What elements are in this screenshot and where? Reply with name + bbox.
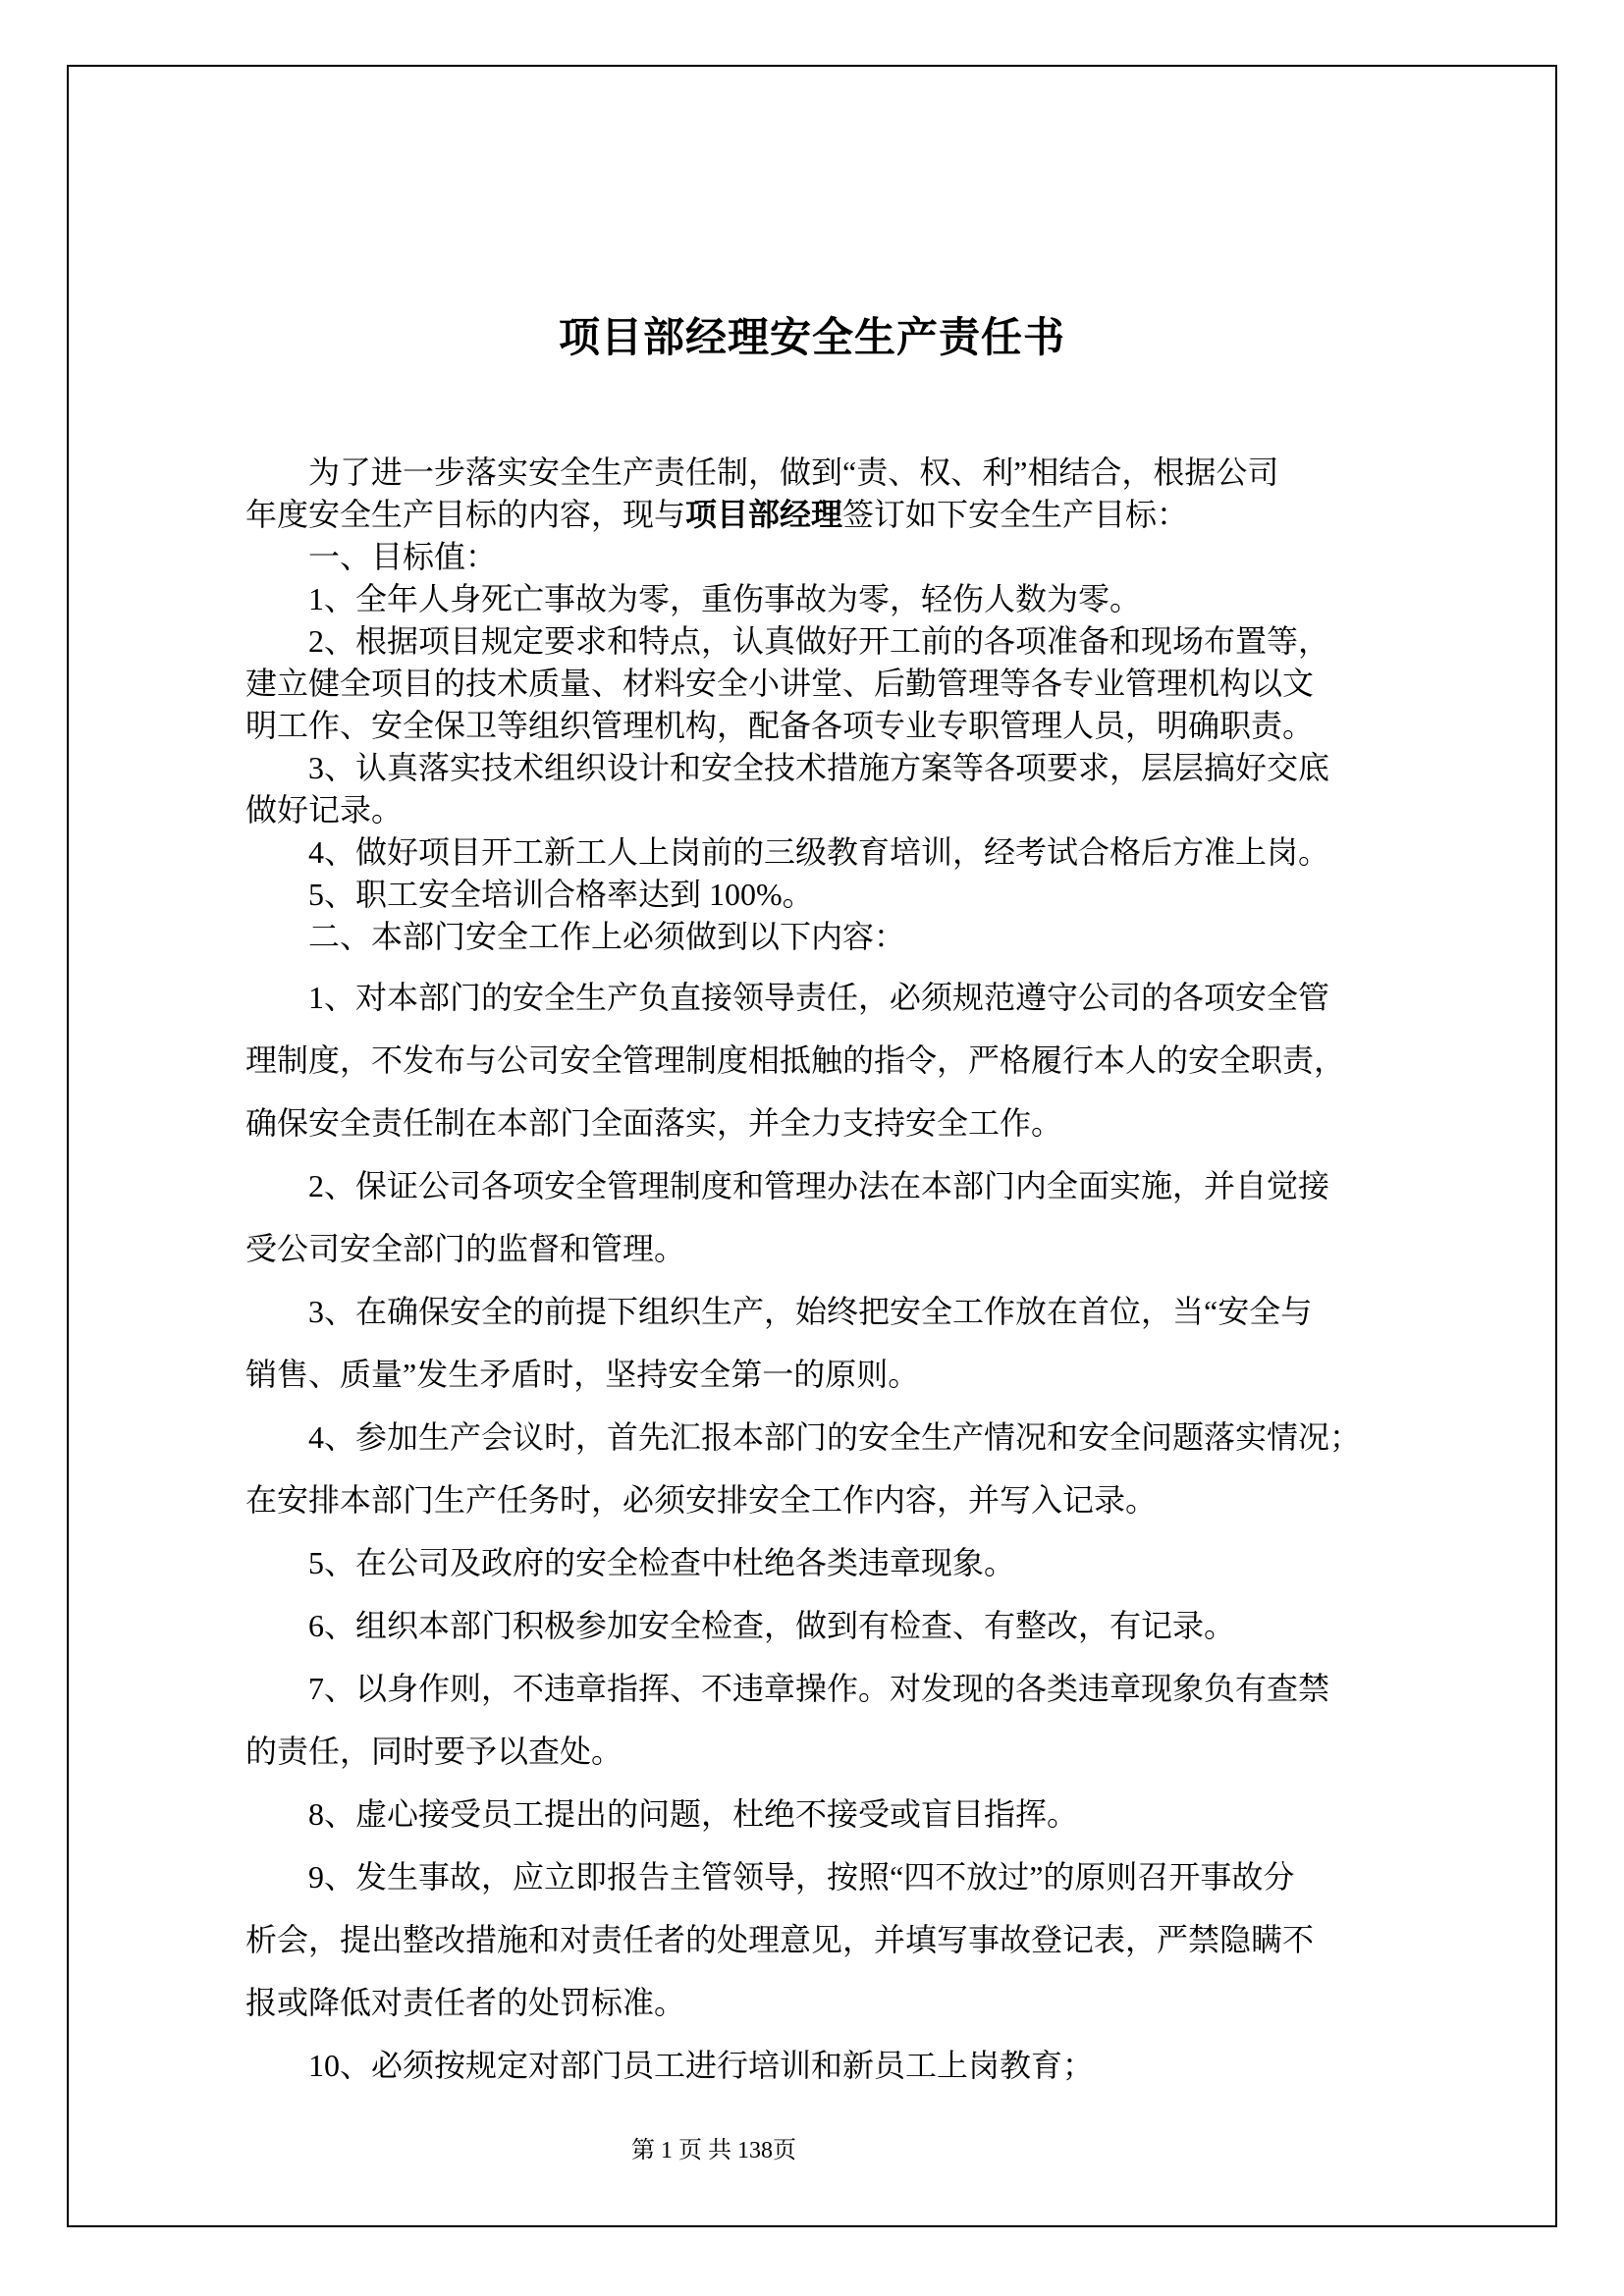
doc-text: 为了进一步落实安全生产责任制，做到“责、权、利”相结合，根据公司	[308, 454, 1279, 490]
doc-text: 4、做好项目开工新工人上岗前的三级教育培训，经考试合格后方准上岗。	[308, 834, 1330, 870]
doc-line	[245, 536, 1492, 578]
section-department-duties	[245, 966, 1492, 2097]
doc-text: 一、目标值：	[308, 539, 498, 574]
doc-text: 2、保证公司各项安全管理制度和管理办法在本部门内全面实施，并自觉接	[308, 1168, 1330, 1203]
doc-line	[245, 789, 1492, 831]
doc-line	[245, 663, 1492, 705]
doc-line	[245, 916, 1492, 958]
doc-text: 2、根据项目规定要求和特点，认真做好开工前的各项准备和现场布置等，	[308, 623, 1330, 659]
doc-line	[245, 494, 1492, 536]
doc-line	[245, 1092, 1492, 1154]
doc-title: 项目部经理安全生产责任书	[558, 316, 1065, 362]
doc-text: 8、虚心接受员工提出的问题，杜绝不接受或盲目指挥。	[308, 1796, 1079, 1832]
doc-text: 理制度，不发布与公司安全管理制度相抵触的指令，严格履行本人的安全职责，	[245, 1042, 1346, 1078]
doc-line	[245, 1594, 1492, 1657]
doc-text: 的责任，同时要予以查处。	[245, 1734, 623, 1769]
doc-text: 5、职工安全培训合格率达到 100%。	[308, 877, 814, 912]
doc-text: 销售、质量”发生矛盾时，坚持安全第一的原则。	[245, 1357, 920, 1392]
doc-text: 3、在确保安全的前提下组织生产，始终把安全工作放在首位，当“安全与	[308, 1294, 1313, 1329]
doc-line	[245, 874, 1492, 916]
doc-text: 1、全年人身死亡事故为零，重伤事故为零，轻伤人数为零。	[308, 581, 1142, 616]
doc-line	[245, 1531, 1492, 1594]
doc-line	[245, 1468, 1492, 1531]
doc-text: 6、组织本部门积极参加安全检查，做到有检查、有整改，有记录。	[308, 1608, 1236, 1643]
doc-line	[245, 620, 1492, 663]
doc-text: 做好记录。	[245, 792, 404, 828]
doc-text: 二、本部门安全工作上必须做到以下内容：	[308, 919, 906, 954]
doc-text: 4、参加生产会议时，首先汇报本部门的安全生产情况和安全问题落实情况；	[308, 1419, 1362, 1455]
doc-body	[245, 452, 1492, 2097]
doc-line	[245, 578, 1492, 620]
doc-line	[245, 1029, 1492, 1092]
doc-text: 析会，提出整改措施和对责任者的处理意见，并填写事故登记表，严禁隐瞒不	[245, 1922, 1315, 1957]
doc-text: 建立健全项目的技术质量、材料安全小讲堂、后勤管理等各专业管理机构以文	[245, 666, 1315, 701]
doc-line	[245, 966, 1492, 1029]
doc-line	[245, 1783, 1492, 1845]
doc-text: 9、发生事故，应立即报告主管领导，按照“四不放过”的原则召开事故分	[308, 1859, 1295, 1895]
doc-text: 在安排本部门生产任务时，必须安排安全工作内容，并写入记录。	[245, 1482, 1158, 1518]
doc-line	[245, 2034, 1492, 2097]
doc-line	[245, 1280, 1492, 1343]
doc-text: 1、对本部门的安全生产负直接领导责任，必须规范遵守公司的各项安全管	[308, 980, 1330, 1015]
doc-line	[245, 1343, 1492, 1406]
doc-line	[245, 452, 1492, 494]
doc-line	[245, 1657, 1492, 1720]
page-footer: 第 1 页 共 138页	[631, 2138, 796, 2163]
doc-text: 10、必须按规定对部门员工进行培训和新员工上岗教育；	[308, 2048, 1095, 2083]
doc-line	[245, 1908, 1492, 1971]
doc-text: 报或降低对责任者的处罚标准。	[245, 1985, 686, 2020]
doc-text: 7、以身作则，不违章指挥、不违章操作。对发现的各类违章现象负有查禁	[308, 1671, 1330, 1706]
doc-line	[245, 1406, 1492, 1468]
doc-text: 年度安全生产目标的内容，现与	[245, 497, 686, 532]
doc-text-bold: 项目部经理	[685, 497, 843, 532]
doc-line	[245, 705, 1492, 747]
doc-text: 3、认真落实技术组织设计和安全技术措施方案等各项要求，层层搞好交底	[308, 750, 1330, 785]
doc-line	[245, 1217, 1492, 1280]
doc-line	[245, 1720, 1492, 1783]
doc-text: 明工作、安全保卫等组织管理机构，配备各项专业专职管理人员，明确职责。	[245, 708, 1315, 743]
section-targets	[245, 452, 1492, 958]
doc-line	[245, 831, 1492, 874]
doc-text: 确保安全责任制在本部门全面落实，并全力支持安全工作。	[245, 1105, 1063, 1141]
doc-text: 签订如下安全生产目标：	[842, 497, 1189, 532]
doc-line	[245, 1845, 1492, 1908]
doc-text: 受公司安全部门的监督和管理。	[245, 1231, 686, 1266]
doc-line	[245, 1971, 1492, 2034]
doc-text: 5、在公司及政府的安全检查中杜绝各类违章现象。	[308, 1545, 1016, 1580]
doc-line	[245, 747, 1492, 789]
doc-line	[245, 1154, 1492, 1217]
